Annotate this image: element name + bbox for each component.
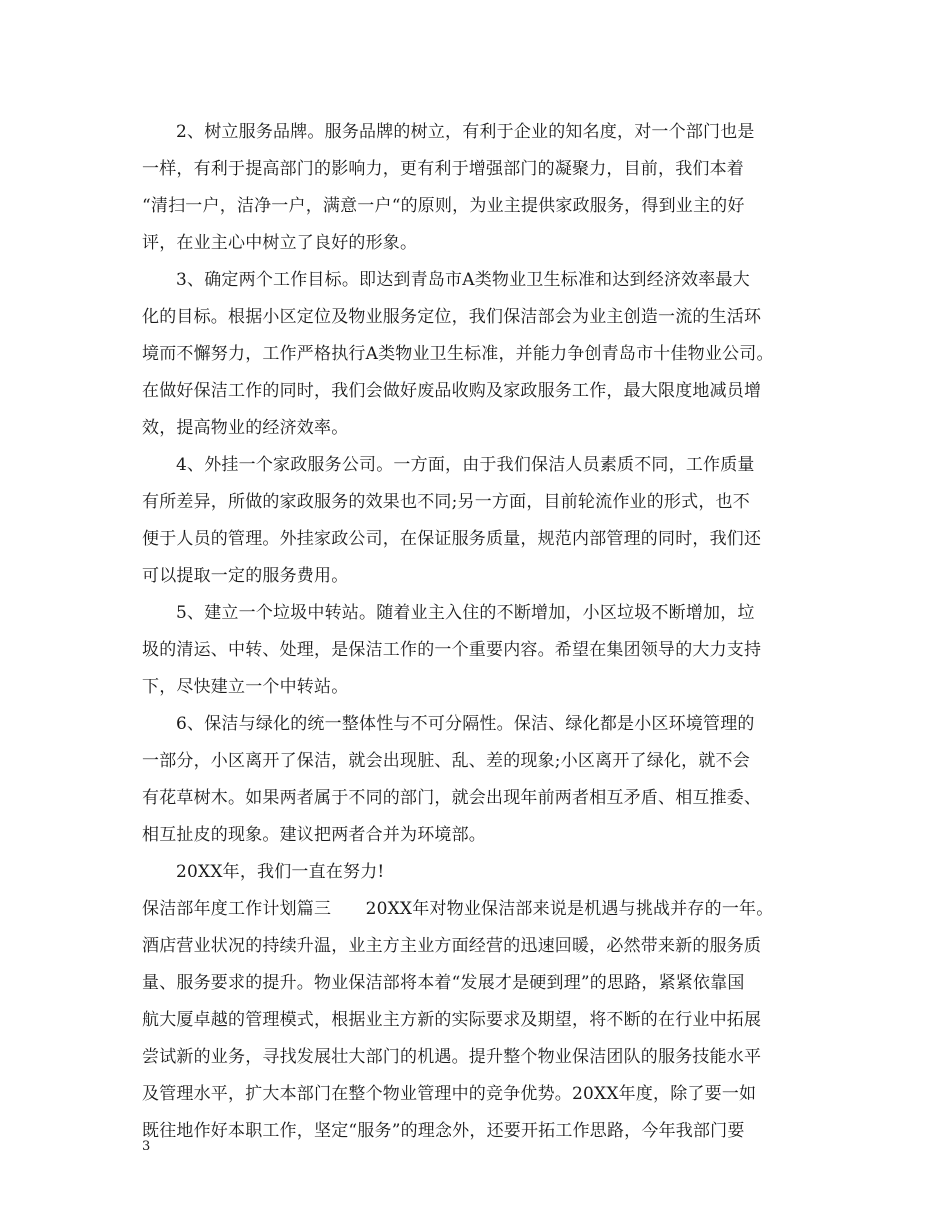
text-line: 4、外挂一个家政服务公司。一方面，由于我们保洁人员素质不同，工作质量 <box>176 455 755 475</box>
text-line: 圾的清运、中转、处理，是保洁工作的一个重要内容。希望在集团领导的大力支持 <box>142 640 762 660</box>
text-line: 下，尽快建立一个中转站。 <box>142 677 349 697</box>
text-line: 3、确定两个工作目标。即达到青岛市A类物业卫生标准和达到经济效率最大 <box>176 270 750 290</box>
text-line: 可以提取一定的服务费用。 <box>142 566 349 586</box>
text-line: 既往地作好本职工作，坚定“服务”的理念外，还要开拓工作思路，今年我部门要 <box>142 1121 745 1141</box>
page-number: 3 <box>142 1139 151 1154</box>
text-line: 境而不懈努力，工作严格执行A类物业卫生标准，并能力争创青岛市十佳物业公司。 <box>142 344 774 364</box>
text-line: 20XX年，我们一直在努力! <box>176 862 385 882</box>
text-line: 效，提高物业的经济效率。 <box>142 418 349 438</box>
text-line: 酒店营业状况的持续升温，业主方主业方面经营的迅速回暖，必然带来新的服务质 <box>142 936 762 956</box>
text-line: 一部分，小区离开了保洁，就会出现脏、乱、差的现象;小区离开了绿化，就不会 <box>142 751 750 771</box>
text-line: 及管理水平，扩大本部门在整个物业管理中的竞争优势。20XX年度，除了要一如 <box>142 1084 757 1104</box>
text-line: 相互扯皮的现象。建议把两者合并为环境部。 <box>142 825 486 845</box>
text-line: 一样，有利于提高部门的影响力，更有利于增强部门的凝聚力，目前，我们本着 <box>142 159 744 179</box>
text-line: “清扫一户，洁净一户，满意一户“的原则，为业主提供家政服务，得到业主的好 <box>142 196 745 216</box>
text-line: 尝试新的业务，寻找发展壮大部门的机遇。提升整个物业保洁团队的服务技能水平 <box>142 1047 762 1067</box>
text-line: 评，在业主心中树立了良好的形象。 <box>142 233 418 253</box>
text-line: 在做好保洁工作的同时，我们会做好废品收购及家政服务工作，最大限度地减员增 <box>142 381 762 401</box>
text-line: 5、建立一个垃圾中转站。随着业主入住的不断增加，小区垃圾不断增加，垃 <box>176 603 755 623</box>
text-line: 便于人员的管理。外挂家政公司，在保证服务质量，规范内部管理的同时，我们还 <box>142 529 762 549</box>
text-line: 量、服务要求的提升。物业保洁部将本着“发展才是硬到理”的思路，紧紧依靠国 <box>142 973 745 993</box>
text-line: 有花草树木。如果两者属于不同的部门，就会出现年前两者相互矛盾、相互推委、 <box>142 788 762 808</box>
text-line: 保洁部年度工作计划篇三 20XX年对物业保洁部来说是机遇与挑战并存的一年。 <box>142 899 774 919</box>
text-line: 化的目标。根据小区定位及物业服务定位，我们保洁部会为业主创造一流的生活环 <box>142 307 762 327</box>
text-line: 航大厦卓越的管理模式，根据业主方新的实际要求及期望，将不断的在行业中拓展 <box>142 1010 762 1030</box>
text-line: 有所差异，所做的家政服务的效果也不同;另一方面，目前轮流作业的形式，也不 <box>142 492 750 512</box>
text-line: 2、树立服务品牌。服务品牌的树立，有利于企业的知名度，对一个部门也是 <box>176 122 755 142</box>
text-line: 6、保洁与绿化的统一整体性与不可分隔性。保洁、绿化都是小区环境管理的 <box>176 714 755 734</box>
